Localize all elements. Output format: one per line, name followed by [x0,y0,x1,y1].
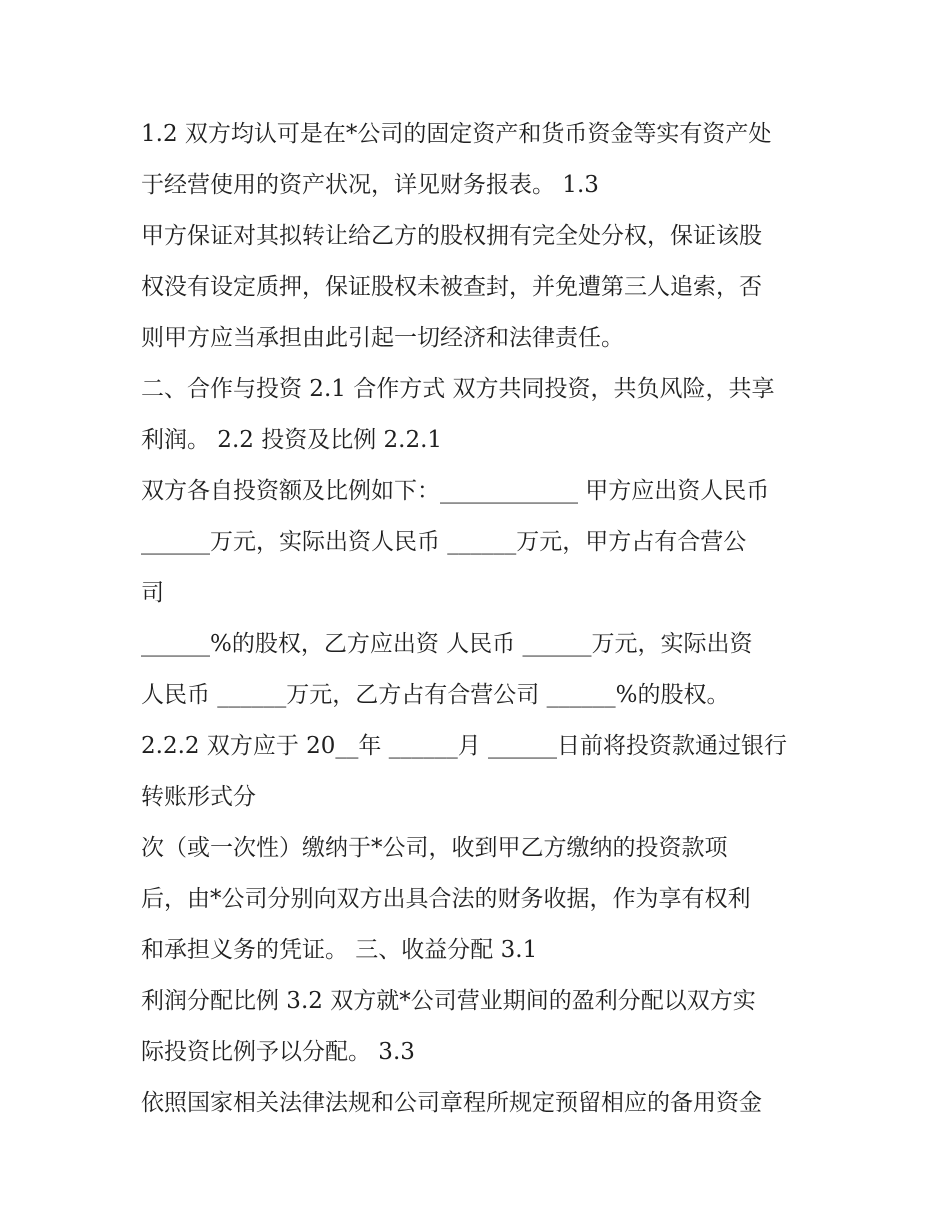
text-line: 次（或一次性）缴纳于*公司，收到甲乙方缴纳的投资款项 [141,835,728,861]
text-line: 则甲方应当承担由此引起一切经济和法律责任。 [141,325,624,351]
text-line: 于经营使用的资产状况，详见财务报表。 1.3 [141,172,599,198]
text-line: 二、合作与投资 2.1 合作方式 双方共同投资，共负风险，共享 [141,376,775,402]
text-line: 和承担义务的凭证。 三、收益分配 3.1 [141,937,538,963]
text-line: 司 [141,580,164,606]
text-line: 依照国家相关法律法规和公司章程所规定预留相应的备用资金 [141,1090,762,1116]
text-line: 转账形式分 [141,784,256,810]
text-line: ______万元，实际出资人民币 ______万元，甲方占有合营公 [141,529,747,555]
contract-body-text [141,109,831,1129]
text-line: 后，由*公司分别向双方出具合法的财务收据，作为享有权利 [141,886,751,912]
text-line: 双方各自投资额及比例如下：____________ 甲方应出资人民币 [141,478,770,504]
text-line: 甲方保证对其拟转让给乙方的股权拥有完全处分权，保证该股 [141,223,762,249]
text-line: 1.2 双方均认可是在*公司的固定资产和货币资金等实有资产处 [141,121,772,147]
text-line: 利润。 2.2 投资及比例 2.2.1 [141,427,443,453]
text-line: 际投资比例予以分配。 3.3 [141,1039,415,1065]
text-line: 利润分配比例 3.2 双方就*公司营业期间的盈利分配以双方实 [141,988,756,1014]
text-line: 人民币 ______万元，乙方占有合营公司 ______%的股权。 [141,682,730,708]
text-line: 权没有设定质押，保证股权未被查封，并免遭第三人追索，否 [141,274,762,300]
text-line: ______%的股权，乙方应出资 人民币 ______万元，实际出资 [141,631,753,657]
text-line: 2.2.2 双方应于 20__年 ______月 ______日前将投资款通过银行 [141,733,788,759]
